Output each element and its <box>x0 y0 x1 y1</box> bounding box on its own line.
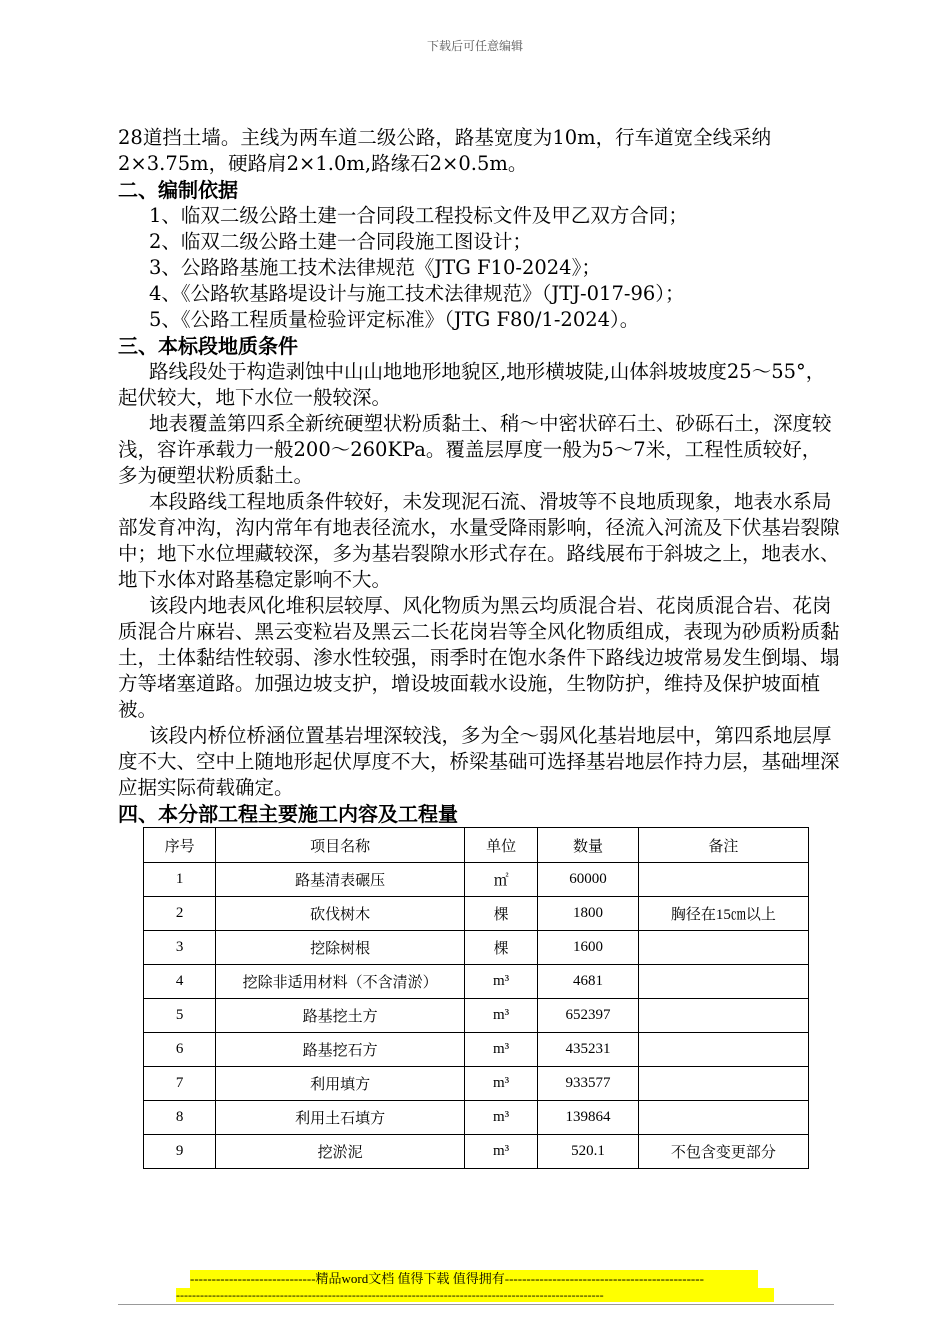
basis-item: 2、临双二级公路土建一合同段施工图设计； <box>149 230 532 253</box>
basis-item: 1、临双二级公路土建一合同段工程投标文件及甲乙双方合同； <box>149 204 688 227</box>
quantity-table <box>143 827 809 1169</box>
footer-dash-line: ----------------------------------------------------------------------------------------------------------- <box>176 1288 774 1302</box>
table-cell: 933577 <box>538 1067 638 1101</box>
table-row <box>144 863 809 897</box>
table-cell: 7 <box>144 1067 216 1101</box>
table-cell <box>638 863 808 897</box>
table-cell: m³ <box>464 1135 537 1169</box>
geology-paragraph: 该段内桥位桥涵位置基岩埋深较浅，多为全～弱风化基岩地层中，第四系地层厚度不大、空中上随地形起伏厚度不大，桥梁基础可选择基岩地层作持力层，基础埋深应据实际荷载确定。 <box>118 724 840 799</box>
table-cell: 不包含变更部分 <box>638 1135 808 1169</box>
table-row <box>144 1033 809 1067</box>
basis-item: 3、公路路基施工技术法律规范《JTG F10-2024》； <box>149 256 601 279</box>
table-cell: 139864 <box>538 1101 638 1135</box>
table-cell: 3 <box>144 931 216 965</box>
table-cell: 5 <box>144 999 216 1033</box>
column-header: 单位 <box>464 828 537 863</box>
table-cell: m³ <box>464 999 537 1033</box>
table-cell: 520.1 <box>538 1135 638 1169</box>
table-cell: 挖除非适用材料（不含清淤） <box>216 965 465 999</box>
table-cell: 路基挖石方 <box>216 1033 465 1067</box>
table-cell: 棵 <box>464 931 537 965</box>
table-cell <box>638 931 808 965</box>
header-note: 下载后可任意编辑 <box>426 39 523 53</box>
table-header-row <box>144 828 809 863</box>
column-header: 数量 <box>538 828 638 863</box>
table-cell: 4 <box>144 965 216 999</box>
column-header: 项目名称 <box>216 828 465 863</box>
table-cell: m³ <box>464 965 537 999</box>
table-cell: 挖淤泥 <box>216 1135 465 1169</box>
table-cell: 652397 <box>538 999 638 1033</box>
table-row <box>144 1067 809 1101</box>
table-cell: 利用土石填方 <box>216 1101 465 1135</box>
table-cell: 60000 <box>538 863 638 897</box>
table-cell: 1800 <box>538 897 638 931</box>
column-header: 序号 <box>144 828 216 863</box>
table-cell <box>638 965 808 999</box>
table-row <box>144 897 809 931</box>
table-cell: m³ <box>464 1033 537 1067</box>
section-heading-4: 四、本分部工程主要施工内容及工程量 <box>118 802 458 826</box>
column-header: 备注 <box>638 828 808 863</box>
table-cell: 4681 <box>538 965 638 999</box>
table-cell <box>638 1033 808 1067</box>
table-row <box>144 1135 809 1169</box>
intro-paragraph: 28道挡土墙。主线为两车道二级公路，路基宽度为10m，行车道宽全线采纳2×3.75m，硬路肩2×1.0m,路缘石2×0.5m。 <box>118 126 772 175</box>
section-heading-3: 三、本标段地质条件 <box>118 334 298 358</box>
document-body <box>118 125 840 827</box>
table-cell: 棵 <box>464 897 537 931</box>
table-cell: 1600 <box>538 931 638 965</box>
table-cell: 1 <box>144 863 216 897</box>
table-cell: 胸径在15㎝以上 <box>638 897 808 931</box>
footer-promo-line: -----------------------------精品word文档 值得下载 值得拥有---------------------------------------------- <box>190 1270 758 1288</box>
table-cell <box>638 1101 808 1135</box>
geology-paragraph: 路线段处于构造剥蚀中山山地地形地貌区,地形横坡陡,山体斜坡坡度25～55°，起伏较大，地下水位一般较深。 <box>118 360 826 409</box>
footer-divider <box>118 1304 834 1305</box>
table-cell: 路基挖土方 <box>216 999 465 1033</box>
table-cell <box>638 999 808 1033</box>
table-cell: 挖除树根 <box>216 931 465 965</box>
table-cell: 2 <box>144 897 216 931</box>
table-cell: m³ <box>464 1101 537 1135</box>
table-cell: m³ <box>464 1067 537 1101</box>
table-cell: ㎡ <box>464 863 537 897</box>
geology-paragraph: 地表覆盖第四系全新统硬塑状粉质黏土、稍～中密状碎石土、砂砾石土，深度较浅，容许承载力一般200～260KPa。覆盖层厚度一般为5～7米，工程性质较好，多为硬塑状粉质黏土。 <box>118 412 832 487</box>
geology-paragraph: 该段内地表风化堆积层较厚、风化物质为黑云均质混合岩、花岗质混合岩、花岗质混合片麻岩、黑云变粒岩及黑云二长花岗岩等全风化物质组成，表现为砂质粉质黏土，土体黏结性较弱、渗水性较强，雨季时在饱水条件下路线边坡常易发生倒塌、塌方等堵塞道路。加强边坡支护，增设坡面载水设施，生物防护，维持及保护坡面植被。 <box>118 594 840 721</box>
table-cell: 435231 <box>538 1033 638 1067</box>
table-row <box>144 1101 809 1135</box>
table-cell: 砍伐树木 <box>216 897 465 931</box>
table-cell: 9 <box>144 1135 216 1169</box>
table-row <box>144 999 809 1033</box>
section-heading-2: 二、编制依据 <box>118 178 238 202</box>
table-row <box>144 931 809 965</box>
table-cell: 8 <box>144 1101 216 1135</box>
table-cell <box>638 1067 808 1101</box>
table-cell: 利用填方 <box>216 1067 465 1101</box>
table-cell: 路基清表碾压 <box>216 863 465 897</box>
table-cell: 6 <box>144 1033 216 1067</box>
basis-item: 5、《公路工程质量检验评定标准》（JTG F80/1-2024）。 <box>149 308 640 331</box>
table-row <box>144 965 809 999</box>
basis-item: 4、《公路软基路堤设计与施工技术法律规范》（JTJ-017-96）； <box>149 282 685 305</box>
geology-paragraph: 本段路线工程地质条件较好，未发现泥石流、滑坡等不良地质现象，地表水系局部发育冲沟，沟内常年有地表径流水，水量受降雨影响，径流入河流及下伏基岩裂隙中；地下水位埋藏较深，多为基岩裂隙水形式存在。路线展布于斜坡之上，地表水、地下水体对路基稳定影响不大。 <box>118 490 840 591</box>
